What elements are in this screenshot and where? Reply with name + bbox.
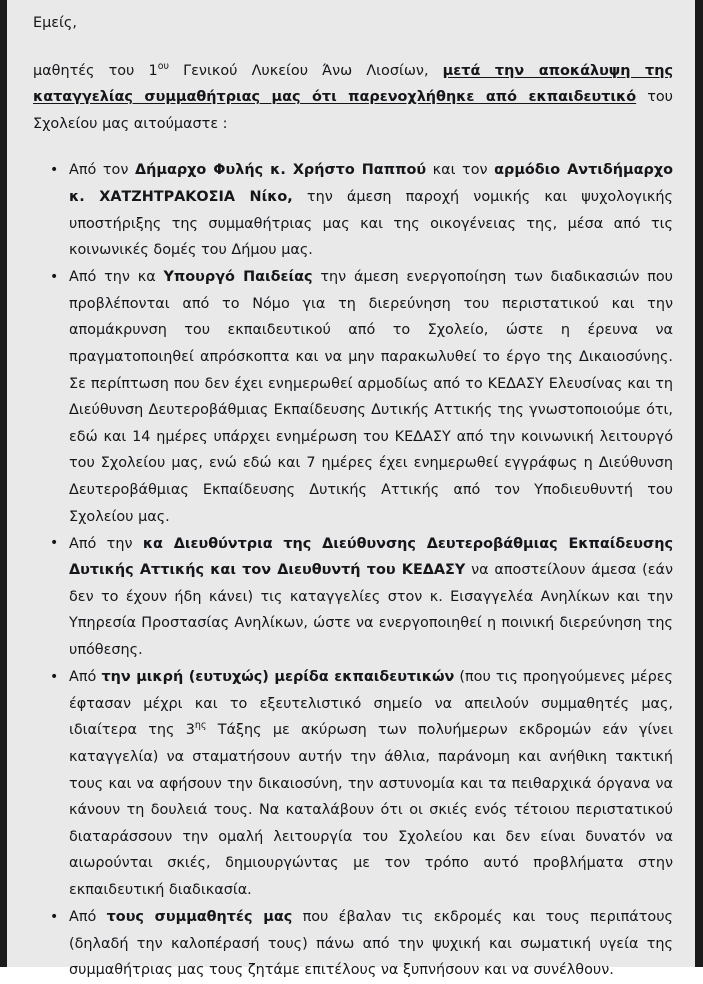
body-text: Από bbox=[69, 669, 102, 686]
body-text: Από την bbox=[69, 535, 143, 552]
intro-paragraph bbox=[33, 58, 673, 138]
emphasis-text: Δήμαρχο Φυλής κ. Χρήστο Παππού bbox=[134, 162, 427, 179]
intro-part-3: του Σχολείου μας αιτούμαστε : bbox=[33, 89, 673, 132]
body-text: να αποστείλουν άμεσα (εάν δεν το έχουν ήδη κάνει) τις καταγγελίες στον κ. Εισαγγελέα Ανηλίκων και την Υπηρεσία Προστασίας Ανηλίκων, ώστε να ενεργοποιηθεί η ποινική διερεύνηση της υπόθεσης. bbox=[69, 562, 673, 659]
intro-part-2: Γενικού Λυκείου Άνω Λιοσίων, bbox=[169, 62, 443, 79]
document-body bbox=[33, 10, 673, 984]
list-item bbox=[33, 531, 673, 664]
body-text: Από bbox=[69, 909, 107, 925]
body-text: που έβαλαν τις εκδρομές και τους περιπάτους (δηλαδή την καλοπέρασή τους) πάνω από την ψυχική και σωματική υγεία της συμμαθήτριας μας τους ζητάμε επιτέλους να ξυπνήσουν και να συνέλθουν. bbox=[69, 909, 673, 979]
emphasis-text: κα Διευθύντρια της Διεύθυνσης Δευτεροβάθμιας Εκπαίδευσης Δυτικής Αττικής και τον Διευθυντή του ΚΕΔΑΣΥ bbox=[69, 535, 673, 579]
list-item bbox=[33, 157, 673, 263]
body-text: την άμεση ενεργοποίηση των διαδικασιών που προβλέπονται από το Νόμο για τη διερεύνηση του περιστατικού και την απομάκρυνση του εκπαιδευτικού από το Σχολείο, ώστε η έρευνα να πραγματοποιηθεί απρόσκοπτα και να μην παρακωλυθεί το έργο της Δικαιοσύνης. Σε περίπτωση που δεν έχει ενημερωθεί αρμοδίως από το ΚΕΔΑΣΥ Ελευσίνας και τη Διεύθυνση Δευτεροβάθμιας Εκπαίδευσης Δυτικής Αττικής της γνωστοποιούμε ότι, εδώ και 14 ημέρες υπάρχει ενημέρωση του ΚΕΔΑΣΥ από την κοινωνική λειτουργό του Σχολείου μας, ενώ εδώ και 7 ημέρες έχει ενημερωθεί εγγράφως η Διεύθυνση Δευτεροβάθμιας Εκπαίδευσης Δυτικής Αττικής από τον Υποδιευθυντή του Σχολείου μας. bbox=[69, 269, 673, 525]
body-text: Τάξης με ακύρωση των πολυήμερων εκδρομών εάν γίνει καταγγελία) να σταματήσουν αυτήν την άθλια, παράνομη και ανήθικη τακτική τους και να αφήσουν την δικαιοσύνη, την αστυνομία και τα πειθαρχικά όργανα να κάνουν τη δουλειά τους. Να καταλάβουν ότι οι σκιές ενός τέτοιου περιστατικού διαταράσσουν την ομαλή λειτουργία του Σχολείου και δεν είναι δυνατόν να αιωρούνται σκιές, δημιουργώντας με τον τρόπο αυτό προβλήματα στην εκπαιδευτική διαδικασία. bbox=[69, 722, 673, 898]
ordinal-superscript: ης bbox=[194, 720, 207, 732]
body-text: και τον bbox=[426, 162, 495, 179]
emphasis-text: αρμόδιο Αντιδήμαρχο κ. ΧΑΤΖΗΤΡΑΚΟΣΙΑ Νίκο, bbox=[69, 162, 673, 205]
list-item bbox=[33, 264, 673, 530]
intro-emphasis: μετά την αποκάλυψη της καταγγελίας συμμαθήτριας μας ότι παρενοχλήθηκε από εκπαιδευτικό bbox=[33, 62, 673, 106]
emphasis-text: Υπουργό Παιδείας bbox=[163, 269, 313, 286]
list-item bbox=[33, 664, 673, 903]
salutation: Εμείς, bbox=[33, 15, 77, 31]
emphasis-text: την μικρή (ευτυχώς) μερίδα εκπαιδευτικών bbox=[101, 669, 455, 686]
list-item bbox=[33, 904, 673, 984]
intro-part-1: μαθητές του 1 bbox=[33, 62, 158, 79]
body-text: Από την κα bbox=[69, 269, 164, 286]
body-text: (που τις προηγούμενες μέρες έφτασαν μέχρι και το εξευτελιστικό σημείο να απειλούν συμμαθητές μας, ιδιαίτερα της 3 bbox=[69, 669, 673, 739]
emphasis-text: τους συμμαθητές μας bbox=[106, 909, 293, 925]
requests-list bbox=[33, 157, 673, 983]
body-text: Από τον bbox=[69, 162, 135, 179]
body-text: την άμεση παροχή νομικής και ψυχολογικής υποστήριξης της συμμαθήτριας μας και της οικογένειας της, μέσα από τις κοινωνικές δομές του Δήμου μας. bbox=[69, 188, 673, 259]
ordinal-superscript-first: ου bbox=[157, 60, 169, 72]
